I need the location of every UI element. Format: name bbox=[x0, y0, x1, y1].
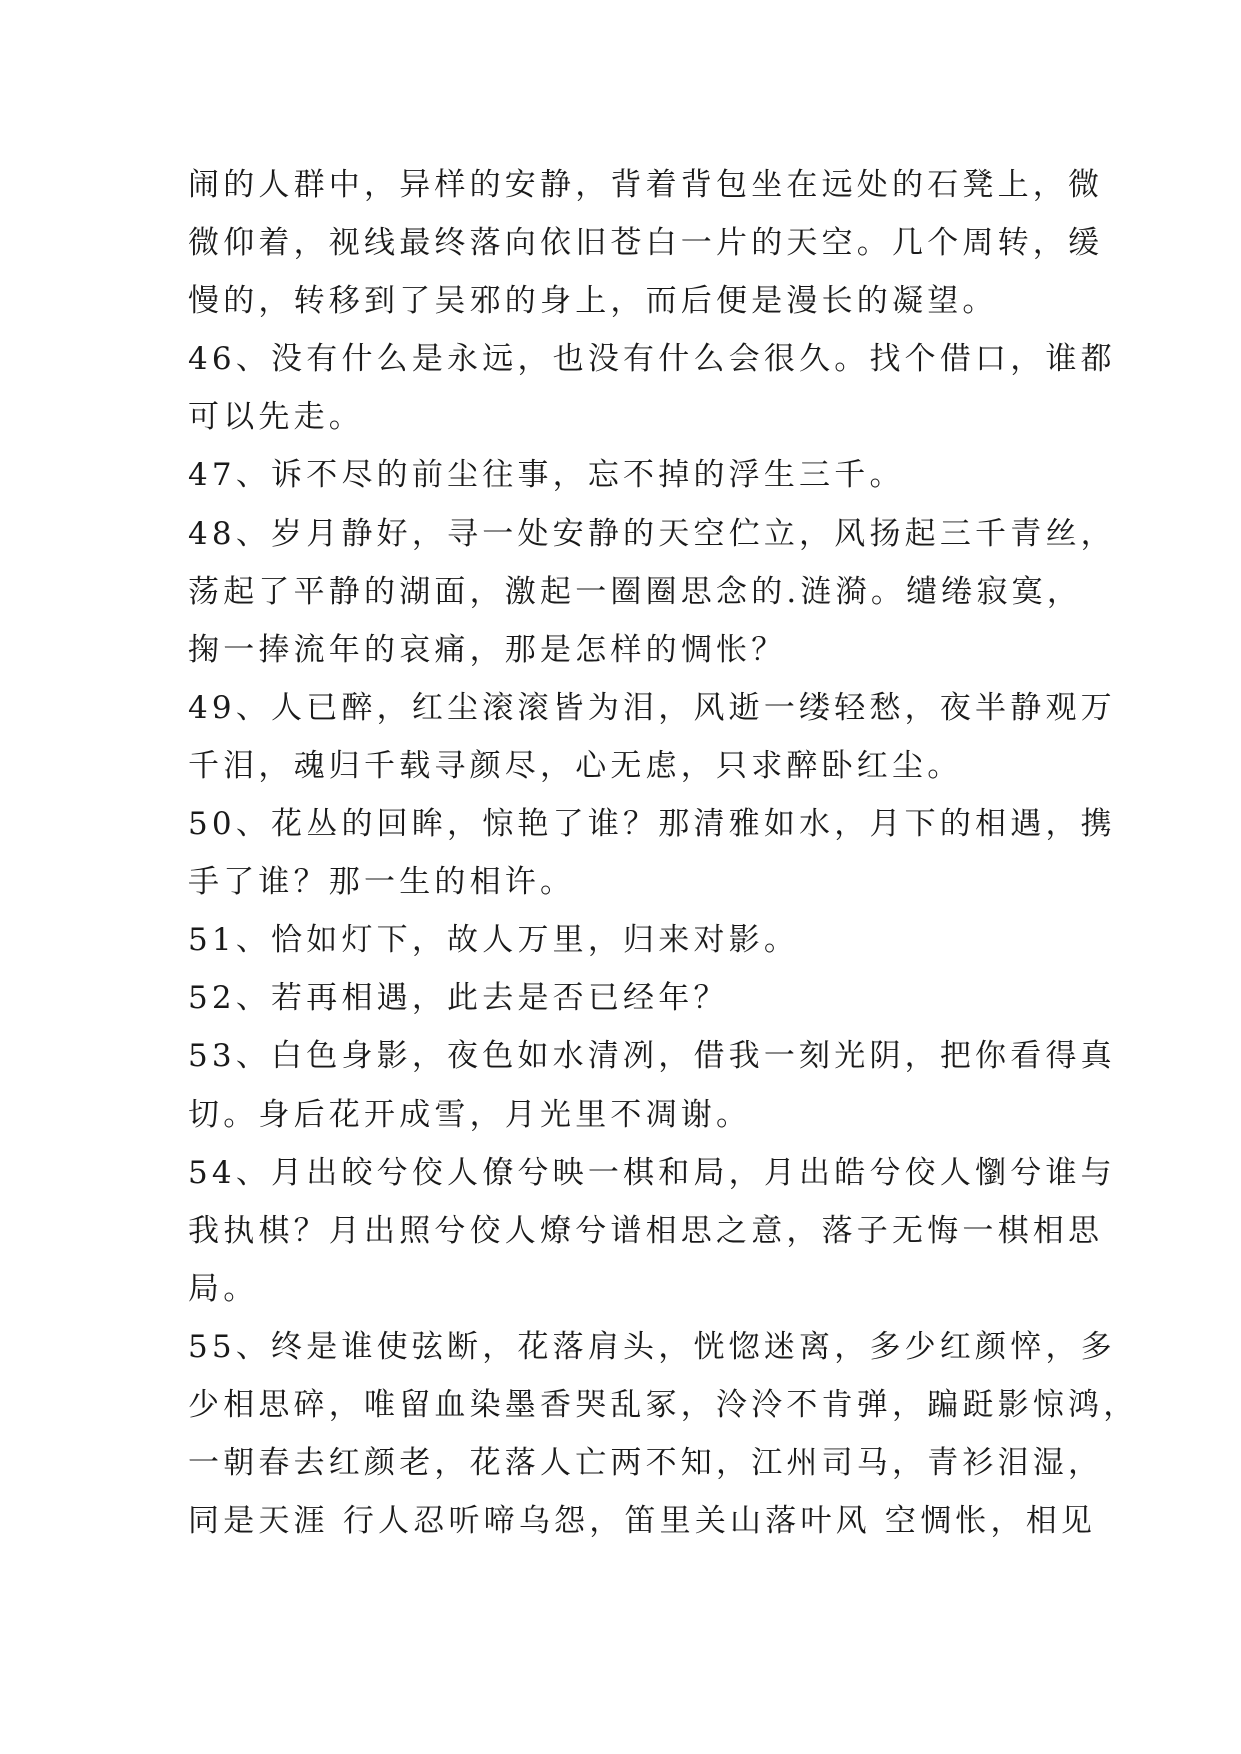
text-line: 手了谁？那一生的相许。 bbox=[188, 864, 576, 901]
text-line: 微仰着，视线最终落向依旧苍白一片的天空。几个周转，缓 bbox=[188, 225, 1104, 262]
text-line: 闹的人群中，异样的安静，背着背包坐在远处的石凳上，微 bbox=[188, 167, 1104, 203]
text-line: 慢的，转移到了吴邪的身上，而后便是漫长的凝望。 bbox=[188, 283, 998, 320]
text-line: 千泪，魂归千载寻颜尽，心无虑，只求醉卧红尘。 bbox=[188, 747, 963, 784]
text-line: 50、花丛的回眸，惊艳了谁？那清雅如水，月下的相遇，携 bbox=[188, 806, 1116, 843]
text-line: 我执棋？月出照兮佼人燎兮谱相思之意，落子无悔一棋相思 bbox=[188, 1212, 1104, 1249]
text-line: 51、恰如灯下，故人万里，归来对影。 bbox=[188, 922, 800, 959]
text-line: 可以先走。 bbox=[188, 399, 364, 436]
text-line: 掬一捧流年的哀痛，那是怎样的惆怅？ bbox=[188, 631, 787, 668]
text-line: 同是天涯 行人忍听啼乌怨，笛里关山落叶风 空惆怅，相见 bbox=[188, 1503, 1097, 1540]
text-line: 52、若再相遇，此去是否已经年？ bbox=[188, 980, 729, 1017]
text-line: 少相思碎，唯留血染墨香哭乱冢，泠泠不肯弹，蹁跹影惊鸿， bbox=[188, 1386, 1139, 1423]
text-line: 55、终是谁使弦断，花落肩头，恍惚迷离，多少红颜悴，多 bbox=[188, 1328, 1116, 1365]
text-line: 切。身后花开成雪，月光里不凋谢。 bbox=[188, 1096, 752, 1133]
text-line: 荡起了平静的湖面，激起一圈圈思念的.涟漪。缱绻寂寞， bbox=[188, 573, 1083, 610]
text-line: 53、白色身影，夜色如水清冽，借我一刻光阴，把你看得真 bbox=[188, 1038, 1116, 1075]
text-line: 局。 bbox=[188, 1270, 259, 1307]
text-line: 49、人已醉，红尘滚滚皆为泪，风逝一缕轻愁，夜半静观万 bbox=[188, 689, 1116, 726]
text-line: 一朝春去红颜老，花落人亡两不知，江州司马，青衫泪湿， bbox=[188, 1445, 1104, 1482]
text-line: 46、没有什么是永远，也没有什么会很久。找个借口，谁都 bbox=[188, 341, 1116, 378]
text-line: 47、诉不尽的前尘往事，忘不掉的浮生三千。 bbox=[188, 457, 905, 494]
document-body bbox=[188, 156, 1139, 1550]
text-line: 54、月出皎兮佼人僚兮映一棋和局，月出皓兮佼人懰兮谁与 bbox=[188, 1154, 1116, 1191]
text-line: 48、岁月静好，寻一处安静的天空伫立，风扬起三千青丝， bbox=[188, 515, 1116, 552]
